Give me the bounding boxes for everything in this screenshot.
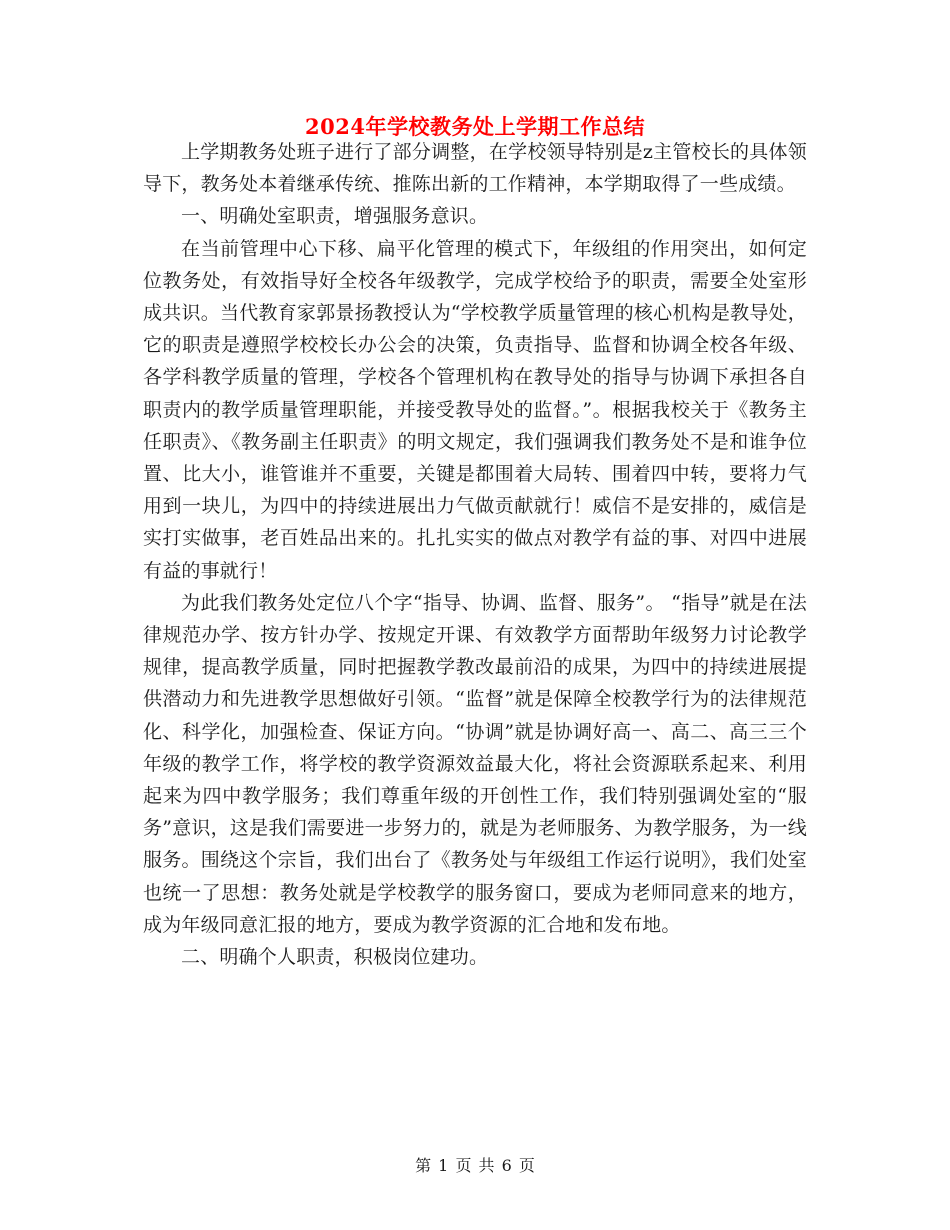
section-heading-2: 二、明确个人职责，积极岗位建功。 (181, 946, 489, 969)
paragraph-intro: 上学期教务处班子进行了部分调整，在学校领导特别是z主管校长的具体领导下，教务处本着继承传统、推陈出新的工作精神，本学期取得了一些成绩。 (143, 141, 807, 196)
section-heading-1: 一、明确处室职责，增强服务意识。 (181, 205, 489, 228)
paragraph-section-1: 在当前管理中心下移、扁平化管理的模式下，年级组的作用突出，如何定位教务处，有效指导好全校各年级教学，完成学校给予的职责，需要全处室形成共识。当代教育家郭景扬教授认为“学校教学质量管理的核心机构是教导处，它的职责是遵照学校校长办公会的决策，负责指导、监督和协调全校各年级、各学科教学质量的管理，学校各个管理机构在教导处的指导与协调下承担各自职责内的教学质量管理职能，并接受教导处的监督。”。根据我校关于《教务主任职责》、《教务副主任职责》的明文规定，我们强调我们教务处不是和谁争位置、比大小，谁管谁并不重要，关键是都围着大局转、围着四中转，要将力气用到一块儿，为四中的持续进展出力气做贡献就行！威信不是安排的，威信是实打实做事，老百姓品出来的。扎扎实实的做点对教学有益的事、对四中进展有益的事就行！ (143, 237, 807, 582)
document-body (143, 136, 807, 973)
document-title: 2024年学校教务处上学期工作总结 (305, 114, 645, 139)
page-number-footer: 第 1 页 共 6 页 (415, 1156, 535, 1175)
paragraph-positioning: 为此我们教务处定位八个字“指导、协调、监督、服务”。 “指导”就是在法律规范办学、按方针办学、按规定开课、有效教学方面帮助年级努力讨论教学规律，提高教学质量，同时把握教学教改最前沿的成果，为四中的持续进展提供潜动力和先进教学思想做好引领。“监督”就是保障全校教学行为的法律规范化、科学化，加强检查、保证方向。“协调”就是协调好高一、高二、高三三个年级的教学工作，将学校的教学资源效益最大化，将社会资源联系起来、利用起来为四中教学服务；我们尊重年级的开创性工作，我们特别强调处室的“服务”意识，这是我们需要进一步努力的，就是为老师服务、为教学服务，为一线服务。围绕这个宗旨，我们出台了《教务处与年级组工作运行说明》，我们处室也统一了思想：教务处就是学校教学的服务窗口，要成为老师同意来的地方，成为年级同意汇报的地方，要成为教学资源的汇合地和发布地。 (143, 591, 807, 936)
